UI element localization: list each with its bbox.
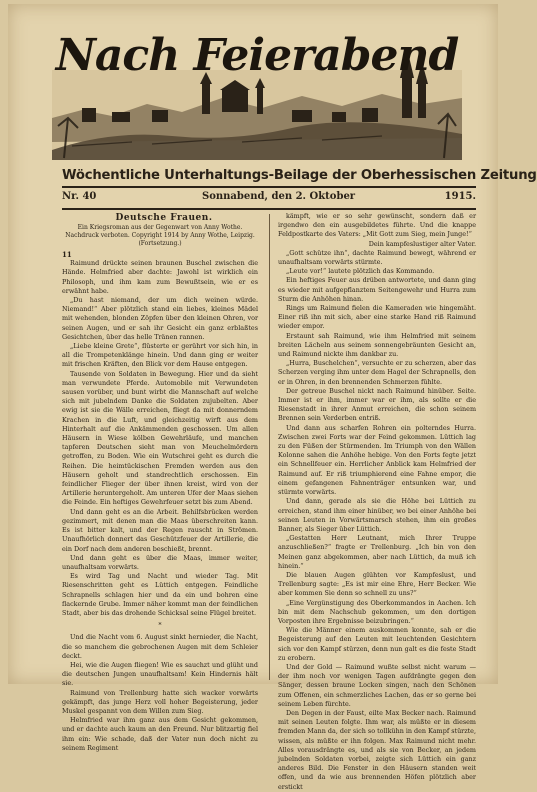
issue-year: 1915. — [444, 191, 476, 202]
rule-bottom — [62, 208, 476, 210]
paragraph: Tausende von Soldaten in Bewegung. Hier und da sieht man verwundete Pferde. Automobile mit Verwundeten sausen vorüber, und bunt wirbt die Mannschaft auf welche sich mit jubelndem Danke die Soldaten zujubelten. Aber ewig ist sie die Wälle erreichen, fliegt da mit donnerndem Krachen in die Luft, und gleichzeitig wirft aus dem Hinterhalt auf die Ankämmenden geschossen. Um allen Häusern in Wiese kölben Gewehrläufe, und manchen tapferen Deutschen sieht man von Meuchelmördern getroffen, zu Boden. Wie ein Wutschrei geht es durch die Reihen. Die heimtückischen Fremden werden aus den Häusern geholt und standrechtlich erschossen. Ein feindlicher Flieger der über ihnen kreist, wird von der Artillerie heruntergeholt. Am unteren Ufer der Maas siehen die Feinde. Ein heftiges Gewehrfeuer setzt bis zum Abend. — [62, 369, 258, 507]
paragraph: „Leute vor!“ lautete plötzlich das Kommando. — [286, 267, 435, 276]
story-title: Deutsche Frauen. — [115, 213, 213, 223]
paragraph: Und dann geht es über die Maas, immer weiter, unaufhaltsam vorwärts. — [62, 553, 258, 571]
paragraph: Und die Nacht vom 6. August sinkt hernieder, die Nacht, die so manchem die gebrochenen Augen mit dem Schleier deckt. — [62, 633, 258, 660]
paragraph: Den Degen in der Faust, eilte Max Becker nach. Raimund mit seinen Leuten folgte. Ihm war, als müßte er in diesem fremden Mann da, der sich so tollkühn in den Kampf stürzte, wissen, als müßte er ihn folgen. Max Raimund nicht mehr. Alles vorausdrängte es, und als sie von Becker, an jedem jubelnden Soldaten vorbei, zeigte sich Lüttich ein ganz anderes Bild. Die Fenster in den Häusern standen weit offen, und da wie aus brennenden Höfen plötzlich aber erstickt — [278, 708, 476, 791]
story-continuation: (Fortsetzung.) — [138, 240, 182, 247]
right-column — [278, 212, 476, 791]
masthead-illustration — [52, 18, 462, 160]
paragraph: „Liebe kleine Grete“, flüsterte er gerührt vor sich hin, in all die Trompetenklänge hinein. Und dann ging er weiter mit frischen Kräften, den Blick vor dem Hause entgegen. — [62, 342, 258, 369]
paragraph: Helmfried war ihm ganz aus dem Gesicht gekommen, und er dachte auch kaum an den Freund. Nur blitzartig fiel ihm ein: Wie schade, daß der Vater nun doch nicht zu seinem Regiment — [62, 716, 258, 752]
paragraph: Es wird Tag und Nacht und wieder Tag. Mit Riesenschritten geht es Lüttich entgegen. Feindliche Schrapnells schlagen hier und da ein und bohren eine flackernde Grube. Immer näher kommt man der feindlichen Stadt, aber bis das drohende Schicksal seine Flügel breitet. — [62, 572, 258, 617]
paragraph: Dein kampfeslustiger alter Vater. — [368, 239, 476, 248]
chapter-number: 11 — [62, 250, 72, 259]
paragraph: „Du hast niemand, der um dich weinen würde. Niemand!“ Aber plötzlich stand ein liebes, kleines Mädel mit wehenden, blonden Zöpfen über den kleinen Ohren, vor seinen Augen, und er sah ihr Gesicht ein ganz erblaßtes Gesichtchen, über das helle Tränen rannen. — [62, 296, 258, 341]
left-column — [62, 212, 258, 752]
paragraph: Und dann, gerade als sie die Höhe bei Lüttich zu erreichen, stand ihm einer hinüber, wo bei einer Anhöhe bei seinen Leuten in Vorwärtsmarsch stehen, ihm ein großes Banner, als Sieger über Lüttich. — [278, 497, 476, 533]
paragraph: Rings um Raimund fielen die Kameraden wie hingemäht. Einer riß ihn mit sich, aber eine starke Hand riß Raimund wieder empor. — [278, 304, 476, 331]
issue-number: Nr. 40 — [62, 191, 97, 202]
paragraph: Und dann geht es an die Arbeit. Behilfsbrücken werden gezimmert, mit denen man die Maas überschreiten kann. Es ist bitter kalt, und der Regen rauscht in Strömen. Unaufhörlich donnert das Geschützfeuer der Artillerie, die ein Dorf nach dem anderen beschießt, brennt. — [62, 507, 258, 553]
paragraph: „Eine Vergünstigung des Oberkommandos in Aachen. Ich bin mit dem Nachschub gekommen, um den dortigen Vorposten ihre Ergebnisse beizubringen.“ — [278, 598, 476, 625]
paragraph: Die blauen Augen glühten vor Kampfeslust, und Trellenburg sagte: „Es ist mir eine Ehre, Herr Becker. Wie aber kommen Sie denn so schnell zu uns?“ — [278, 570, 476, 598]
paragraph: Hei, wie die Augen fliegen! Wie es sauchzt und glüht und die deutschen Jungen unaufhaltsam! Kein Hindernis hält sie. — [62, 660, 258, 688]
paragraph: Der getreue Buschel nickt nach Raimund hinüber. Seite. Immer ist er ihm, immer war er ihm, als sollte er die Riesenstadt in ihrer Anmut erreichen, die schon seinem Brennen sein Verderben entriß. — [278, 386, 476, 423]
paragraph: Raimund drückte seinen braunen Buschel zwischen die Hände. Helmfried aber dachte: Jawohl ist wirklich ein Philosoph, und ihm kam zum Bewußtsein, wie er es erwähnt habe. — [62, 259, 258, 295]
masthead-title: Nach Feierabend — [55, 30, 459, 81]
column-divider — [269, 214, 270, 680]
rule-top — [62, 186, 476, 188]
issue-line — [62, 191, 476, 207]
section-separator: * — [158, 621, 162, 630]
paragraph: Und der Gold — Raimund wußte selbst nicht warum — der ihm noch vor wenigen Tagen aufdrängte gegen den Sänger, dessen braune Locken singen, nach den Schönen zum Offenen, ein schmerzliches Lachen, das er so gerne bei seinem Leben fürchte. — [278, 662, 476, 708]
issue-date: Sonnabend, den 2. Oktober — [202, 191, 356, 202]
paragraph: Und dann aus scharfen Rohren ein polterndes Hurra. Zwischen zwei Forts war der Feind gekommen. Lüttich lag zu den Füßen der Stürmenden. Im Triumph von den Wällen Kolonne sahen die Anhöhe hebige. Von den Forts fegte jetzt ein Schnellfeuer ein. Herrlicher Anblick kam Helmfried der Raimund auf. Er riß triumphierend eine Fahne empor, die einem gefangenen Fahnenträger entsunken war, und stürmte vorwärts. — [278, 423, 476, 497]
paragraph: Wie die Männer einem auskommen konnte, sah er die Begeisterung auf den Leuten mit leuchtenden Gesichtern sich vor den Kampf stürzen, denn nun galt es die feste Stadt zu erobern. — [278, 626, 476, 662]
paragraph: Erstaunt sah Raimund, wie ihm Helmfried mit seinem breiten Lächeln aus seinem sonnengebräunten Gesicht an, und Raimund nickte ihm dankbar zu. — [278, 331, 476, 359]
story-byline: Ein Kriegsroman aus der Gegenwart von Anny Wothe. — [77, 224, 243, 231]
paragraph: kämpft, wie er so sehr gewünscht, sondern daß er irgendwo den ein ausgebildetes führte. Und die knappe Feldpostkarte des Vaters: „Mit Gott zum Sieg, mein Junge!“ — [278, 212, 476, 239]
story-rights: Nachdruck verboten. Copyright 1914 by Anny Wothe, Leipzig. — [65, 232, 255, 239]
paragraph: „Gestatten Herr Leutnant, mich Ihrer Truppe anzuschließen?“ fragte er Trellenburg. „Ich bin von den Meinen ganz abgekommen, aber nach Lüttich, da muß ich hinein.“ — [278, 534, 476, 570]
paragraph: Raimund von Trellenburg hatte sich wacker vorwärts gekämpft, das junge Herz voll hoher Begeisterung, jeder Muskel gespannt von dem Willen zum Sieg. — [62, 688, 258, 715]
paragraph: Ein heftiges Feuer aus drüben antwortete, und dann ging es wieder mit aufgepflanztem Seitengewehr und Hurra zum Sturm die Anhöhen hinan. — [278, 276, 476, 303]
paragraph: „Gott schütze ihn“, dachte Raimund bewegt, während er unaufhaltsam vorwärts stürmte. — [278, 248, 476, 267]
masthead-subtitle: Wöchentliche Unterhaltungs-Beilage der Oberhessischen Zeitung — [62, 168, 537, 183]
paragraph: „Hurra, Buschelchen“, versuchte er zu scherzen, aber das Scherzen verging ihm unter dem Hagel der Schrapnells, den er in Ohren, in den brennenden Schmerzen fühlte. — [278, 359, 476, 386]
